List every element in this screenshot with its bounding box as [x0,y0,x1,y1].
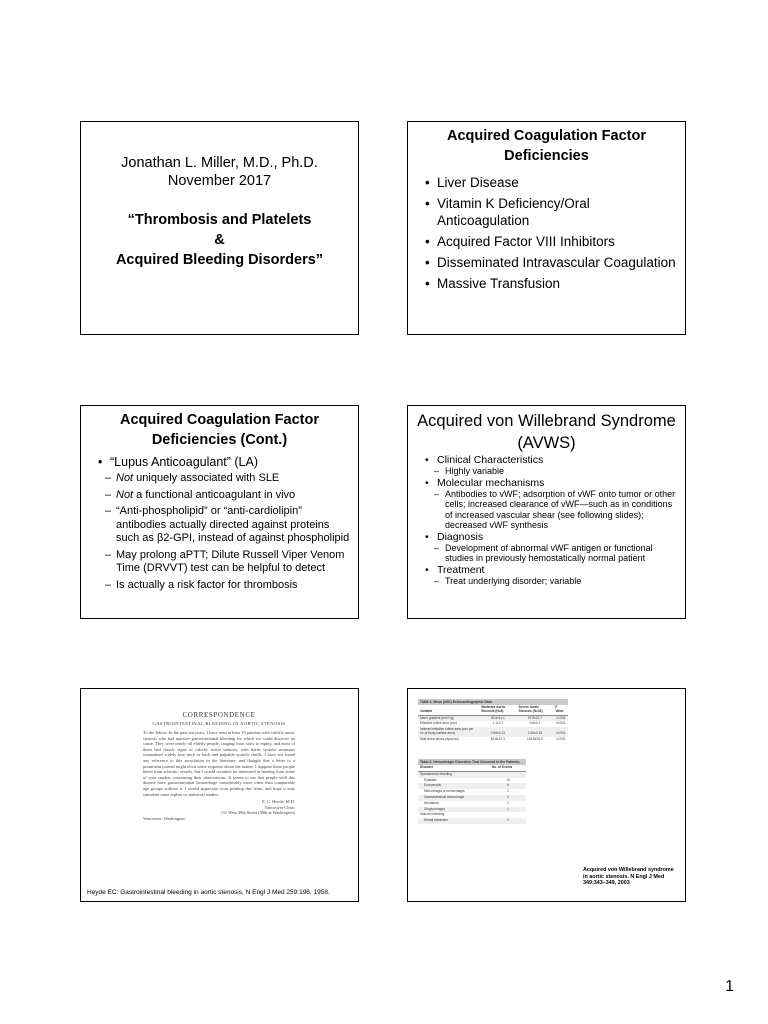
bullet-item: • Molecular mechanisms [422,477,679,489]
table-row: Indexed effective orifice area (cm² per m² of body-surface area) 0.58±0.13 0.30±0.15 <0.001 [418,727,568,737]
table-header: Disorder [418,765,490,771]
citation: Heyde EC: Gastrointestinal bleeding in aortic stenosis, N Engl J Med 259:196, 1958. [87,889,330,896]
table-header: No. of Events [490,765,526,771]
bullet-list [422,454,679,586]
table-row: Spontaneous bleeding [418,771,526,777]
echocardiographic-table [418,699,568,743]
author-name: Jonathan L. Miller, M.D., Ph.D. [121,155,318,171]
slide-heyde-letter [80,688,359,902]
author-block [81,154,358,190]
slide-avws [407,405,686,619]
table-row: Ecchymosis 6 [418,783,526,789]
bullet-item: • Liver Disease [422,174,679,191]
sub-bullet-item: – Treat underlying disorder; variable [432,576,679,587]
table-row: Effective orifice area (cm²) 1.1±0.1 0.6±0.1 <0.001 [420,721,566,726]
slide-acquired-deficiencies [407,121,686,335]
sub-bullet-item: – Not uniquely associated with SLE [103,472,352,486]
sub-bullet-item: – Highly variable [432,466,679,477]
sub-bullet-item: – Development of abnormal vWF antigen or functional studies in previously hemostatically normal patient [432,543,679,564]
letter-heading: CORRESPONDENCE [182,711,256,719]
sub-bullet-item: – Not a functional anticoagulant in vivo [103,489,352,503]
sub-bullet-item: – “Anti-phospholipid” or “anti-cardiolipin” antibodies actually directed against proteins such as β2-GPI, instead of against phospholipid [103,505,352,546]
slide-heading: Acquired Coagulation Factor Deficiencies [447,128,646,164]
table-header: Severe Aortic Stenosis (N=42) [517,705,554,715]
title-line-3: Acquired Bleeding Disorders” [115,252,324,268]
title-line-1: “Thrombosis and Platelets [127,212,312,228]
table-row: Wall shear stress (dyn/cm²) 69.8±12.3 118.8±25.9 <0.001 [420,736,566,741]
table-row: Gastrointestinal hemorrhage 4 [418,795,526,801]
table-header: P Value [553,705,568,715]
letter-signature: E. C. Heyde, M.D. Vancouver Clinic 111 West 39th Street (39th at Washington) [220,799,295,816]
table-row: Epistaxis 10 [424,777,510,782]
table-header: Moderate Aortic Stenosis (N=8) [479,705,516,715]
table-row: Gingivorrhagia 1 [418,807,526,813]
title-line-2: & [214,232,225,248]
bullet-item: • Treatment [422,564,679,576]
bullet-list [95,454,352,595]
bullet-item: • Acquired Factor VIII Inhibitors [422,233,679,250]
sub-bullet-item: – Antibodies to vWF; adsorption of vWF onto tumor or other cells; increased clearance of vWF—such as in conditions of increased vascular shear (see following slides); decreased vWF synthesis [432,489,679,531]
bullet-item: • “Lupus Anticoagulant” (LA) [95,454,352,470]
table-row: Menorrhagia or metrorrhagia 1 [424,789,509,794]
table-row: Dental extraction 2 [418,818,526,824]
presentation-title [81,210,358,270]
bullet-item: • Massive Transfusion [422,275,679,292]
letter-body: To the Editor: In the past ten years, I have seen at least 10 patients with calcific aortic stenosis who had massive gastrointestinal bleeding for which we could discover no cause. They were nearly all elderly people, ranging from sixty to eighty, and most of them had classic signs of calcific aortic stenosis, with harsh systolic murmurs transmitted widely into neck or back and palpable systolic thrills. I have not found any reference to this association in the literature, and thought that a letter to a prominent journal might elicit some response about the matter. I suppose these people bleed from sclerotic vessels, but I would certainly be interested in hearing from some of your readers concerning their observations. It seems to me that people with this disease have gastrointestinal hemorrhage considerably more often than comparable age groups without it. I would appreciate your printing this letter, and hope it may stimulate some replies or statistical studies. [143,730,295,797]
bullet-item: • Vitamin K Deficiency/Oral Anticoagulation [422,195,679,229]
table-row: Hematuria 1 [424,800,509,805]
hemorrhagic-disorders-table [418,759,526,824]
slide-heading: Acquired Coagulation Factor Deficiencies (Cont.) [120,412,319,448]
scanned-letter [143,711,295,822]
table-row: Induced bleeding [420,812,445,817]
bullet-item: • Clinical Characteristics [422,454,679,466]
table-row: Mean gradient (mm Hg) 30.6±11.1 57.5±22.7 <0.001 [418,715,568,721]
letter-city: Vancouver, Washington [143,815,185,821]
bullet-item: • Disseminated Intravascular Coagulation [422,254,679,271]
citation: Acquired von Willebrand syndrome in aortic stenosis. N Engl J Med 349:343–349, 2003 [583,867,674,887]
table-header: Variable [418,705,479,715]
bullet-item: • Diagnosis [422,531,679,543]
sub-bullet-list [103,472,352,592]
letter-subheading: GASTROINTESTINAL BLEEDING IN AORTIC STENOSIS [152,721,286,726]
presentation-date: November 2017 [167,173,272,189]
sub-bullet-item: – Is actually a risk factor for thrombosis [103,579,352,593]
table-caption: Table 2. Hemorrhagic Disorders That Occurred in the Patients. [418,759,526,765]
sub-bullet-item: – May prolong aPTT; Dilute Russell Viper Venom Time (DRVVT) test can be helpful to detect [103,549,352,576]
slide-title [80,121,359,335]
slide-avws-tables [407,688,686,902]
table-caption: Table 1. Mean (±SD) Echocardiographic Data. [418,699,568,705]
slide-lupus-anticoagulant [80,405,359,619]
slide-heading: Acquired von Willebrand Syndrome (AVWS) [417,412,676,452]
page-number: 1 [725,978,734,995]
bullet-list [422,174,679,296]
